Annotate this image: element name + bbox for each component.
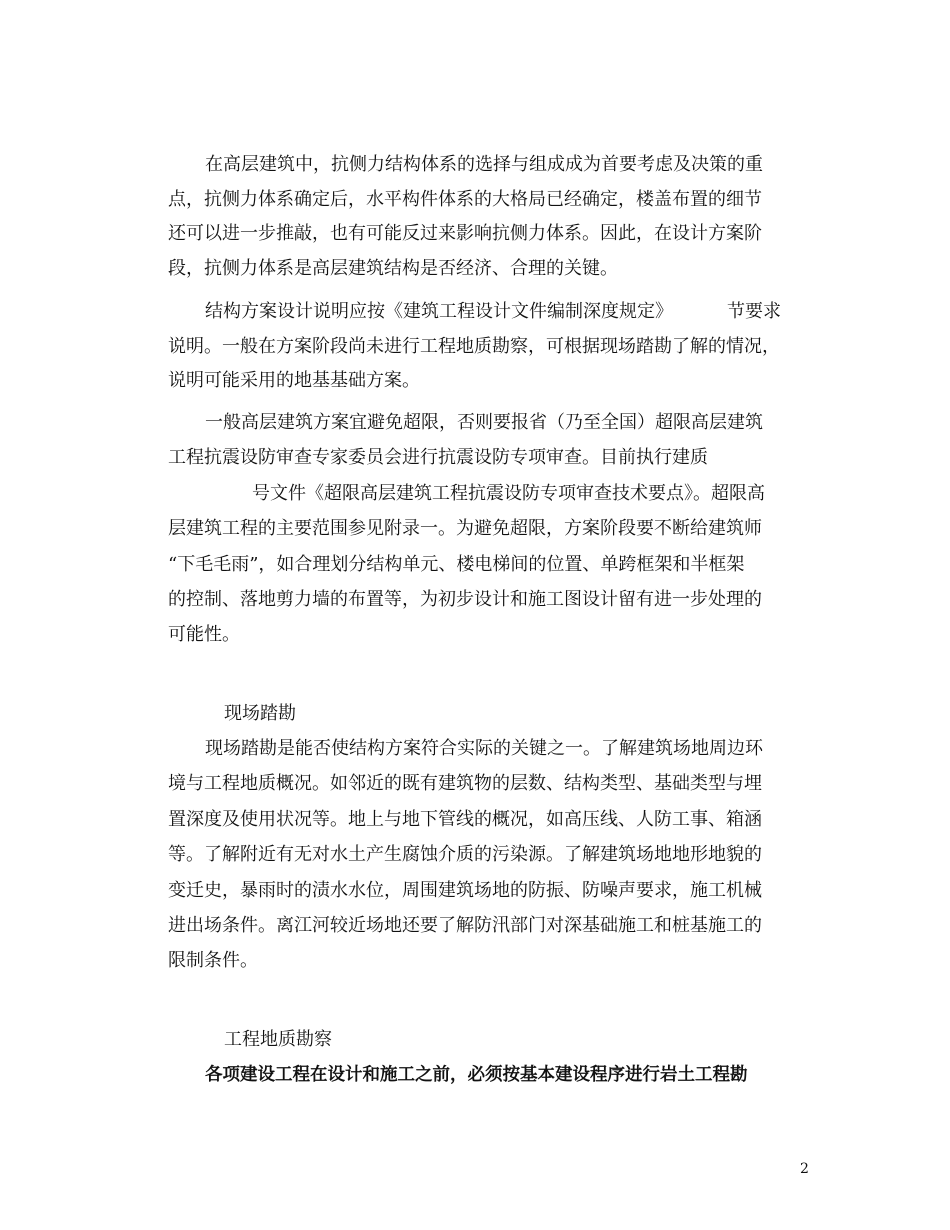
paragraph-2-line-3: 说明可能采用的地基基础方案。 xyxy=(168,370,420,391)
paragraph-4-line-1: 现场踏勘是能否使结构方案符合实际的关键之一。了解建筑场地周边环 xyxy=(205,738,763,759)
section-heading-geological-survey: 工程地质勘察 xyxy=(224,1029,332,1050)
section-heading-site-survey: 现场踏勘 xyxy=(224,703,296,724)
paragraph-2-line-2: 说明。一般在方案阶段尚未进行工程地质勘察，可根据现场踏勘了解的情况， xyxy=(168,336,780,357)
paragraph-4-line-4: 等。了解附近有无对水土产生腐蚀介质的污染源。了解建筑场地地形地貌的 xyxy=(168,844,762,865)
paragraph-3-line-5: “下毛毛雨”，如合理划分结构单元、楼电梯间的位置、单跨框架和半框架 xyxy=(168,554,745,575)
paragraph-4-line-7: 限制条件。 xyxy=(168,950,258,971)
paragraph-3-line-1: 一般高层建筑方案宜避免超限，否则要报省（乃至全国）超限高层建筑 xyxy=(205,412,763,433)
paragraph-4-line-5: 变迁史，暴雨时的渍水水位，周围建筑场地的防振、防噪声要求，施工机械 xyxy=(168,880,762,901)
paragraph-3-line-7: 可能性。 xyxy=(168,624,240,645)
paragraph-1-line-1: 在高层建筑中，抗侧力结构体系的选择与组成成为首要考虑及决策的重 xyxy=(205,154,763,175)
page-number: 2 xyxy=(800,1161,809,1177)
paragraph-3-line-6: 的控制、落地剪力墙的布置等，为初步设计和施工图设计留有进一步处理的 xyxy=(168,589,762,610)
paragraph-1-line-3: 还可以进一步推敲，也有可能反过来影响抗侧力体系。因此，在设计方案阶 xyxy=(168,223,762,244)
paragraph-4-line-2: 境与工程地质概况。如邻近的既有建筑物的层数、结构类型、基础类型与埋 xyxy=(168,773,762,794)
paragraph-3-line-2: 工程抗震设防审查专家委员会进行抗震设防专项审查。目前执行建质 xyxy=(168,447,708,468)
paragraph-3-line-3: 号文件《超限高层建筑工程抗震设防专项审查技术要点》。超限高 xyxy=(252,483,765,504)
paragraph-4-line-6: 进出场条件。离江河较近场地还要了解防汛部门对深基础施工和桩基施工的 xyxy=(168,915,762,936)
paragraph-3-line-4: 层建筑工程的主要范围参见附录一。为避免超限，方案阶段要不断给建筑师 xyxy=(168,518,762,539)
paragraph-4-line-3: 置深度及使用状况等。地上与地下管线的概况，如高压线、人防工事、箱涵 xyxy=(168,809,762,830)
paragraph-2-line-1: 结构方案设计说明应按《建筑工程设计文件编制深度规定》 xyxy=(205,301,673,322)
paragraph-2-line-1-tail: 节要求 xyxy=(727,301,781,322)
paragraph-1-line-2: 点，抗侧力体系确定后，水平构件体系的大格局已经确定，楼盖布置的细节 xyxy=(168,189,762,210)
paragraph-5-line-1: 各项建设工程在设计和施工之前，必须按基本建设程序进行岩土工程勘 xyxy=(205,1065,748,1085)
paragraph-1-line-4: 段，抗侧力体系是高层建筑结构是否经济、合理的关键。 xyxy=(168,258,618,279)
